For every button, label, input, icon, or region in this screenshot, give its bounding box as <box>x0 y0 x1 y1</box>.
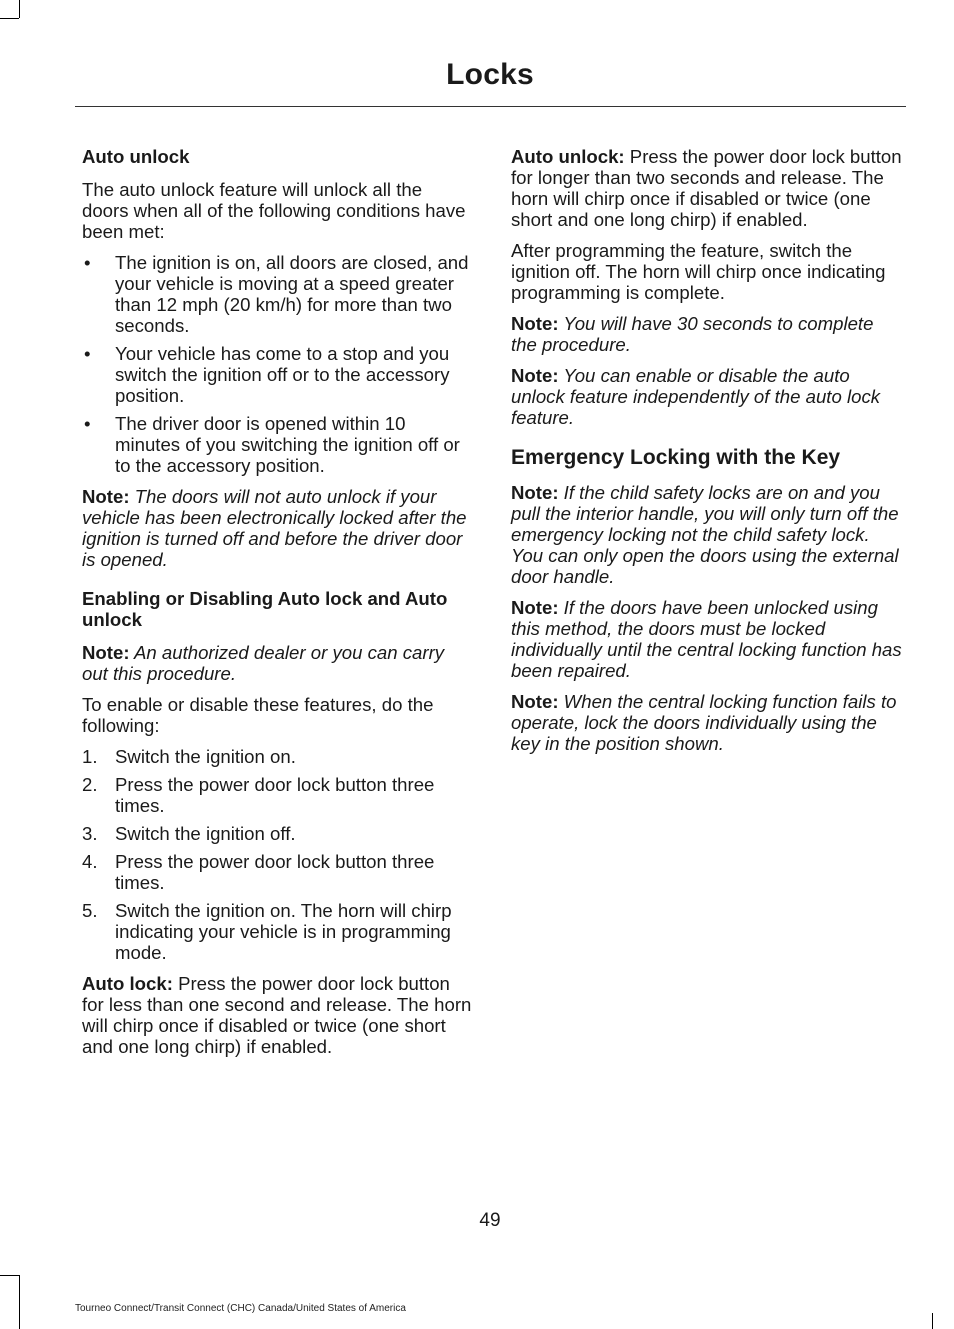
note-text: The doors will not auto unlock if your vehicle has been electronically locked after the ignition is turned off and before the driver door is opened. <box>82 486 467 570</box>
crop-mark <box>932 1313 933 1329</box>
step-text: Switch the ignition on. <box>115 746 296 767</box>
step-number: 3. <box>82 823 98 844</box>
enable-intro: To enable or disable these features, do the following: <box>82 694 434 736</box>
note-label: Note: <box>511 691 559 712</box>
list-item-text: Your vehicle has come to a stop and you switch the ignition off or to the accessory position. <box>115 343 450 406</box>
conditions-list <box>82 252 472 476</box>
step-item <box>82 851 472 893</box>
step-text: Switch the ignition on. The horn will chirp indicating your vehicle is in programming mode. <box>115 900 452 963</box>
list-item <box>82 343 472 406</box>
auto-unlock-heading: Auto unlock <box>82 146 190 167</box>
step-item <box>82 774 472 816</box>
note-label: Note: <box>511 313 559 334</box>
auto-lock-text: Press the power door lock button for less than one second and release. The horn will chirp once if disabled or twice (one short and one long chirp) if enabled. <box>82 973 472 1057</box>
page-number: 49 <box>479 1210 501 1231</box>
page-title: Locks <box>446 58 534 91</box>
step-number: 1. <box>82 746 98 767</box>
header-divider <box>75 106 906 107</box>
bullet-mark: • <box>84 413 91 434</box>
list-item <box>82 413 472 476</box>
note-label: Note: <box>82 486 130 507</box>
crop-mark <box>19 1275 20 1329</box>
crop-mark <box>19 0 20 18</box>
footer-text: Tourneo Connect/Transit Connect (CHC) Canada/United States of America <box>75 1303 406 1314</box>
auto-lock-label: Auto lock: <box>82 973 173 994</box>
note <box>511 313 903 355</box>
step-item <box>82 900 472 963</box>
note <box>511 365 903 428</box>
step-item <box>82 746 472 767</box>
bullet-mark: • <box>84 252 91 273</box>
note <box>511 482 903 587</box>
note <box>82 486 472 570</box>
after-programming: After programming the feature, switch the ignition off. The horn will chirp once indicating programming is complete. <box>511 240 886 303</box>
note-label: Note: <box>511 597 559 618</box>
crop-mark <box>0 18 19 19</box>
step-text: Switch the ignition off. <box>115 823 296 844</box>
right-column <box>511 146 903 764</box>
auto-lock-paragraph <box>82 973 472 1057</box>
note <box>511 691 903 754</box>
note-text: If the child safety locks are on and you pull the interior handle, you will only turn off the emergency locking not the child safety lock. You can only open the doors using the external door handle. <box>511 482 899 587</box>
auto-unlock-intro: The auto unlock feature will unlock all the doors when all of the following conditions have been met: <box>82 179 466 242</box>
enabling-heading: Enabling or Disabling Auto lock and Auto unlock <box>82 588 448 630</box>
emergency-heading: Emergency Locking with the Key <box>511 446 841 469</box>
step-number: 2. <box>82 774 98 795</box>
list-item-text: The driver door is opened within 10 minutes of you switching the ignition off or to the accessory position. <box>115 413 460 476</box>
step-text: Press the power door lock button three times. <box>115 851 435 893</box>
note-text: You will have 30 seconds to complete the procedure. <box>511 313 874 355</box>
note-text: When the central locking function fails to operate, lock the doors individually using the key in the position shown. <box>511 691 897 754</box>
list-item-text: The ignition is on, all doors are closed, and your vehicle is moving at a speed greater than 12 mph (20 km/h) for more than two seconds. <box>115 252 469 336</box>
note-text: You can enable or disable the auto unlock feature independently of the auto lock feature. <box>511 365 881 428</box>
auto-unlock-paragraph <box>511 146 903 230</box>
bullet-mark: • <box>84 343 91 364</box>
note-text: An authorized dealer or you can carry out this procedure. <box>82 642 445 684</box>
step-item <box>82 823 472 844</box>
note-label: Note: <box>82 642 130 663</box>
step-number: 5. <box>82 900 98 921</box>
auto-unlock-text: Press the power door lock button for longer than two seconds and release. The horn will chirp once if disabled or twice (one short and one long chirp) if enabled. <box>511 146 902 230</box>
steps-list <box>82 746 472 963</box>
auto-unlock-label: Auto unlock: <box>511 146 625 167</box>
note <box>82 642 472 684</box>
note <box>511 597 903 681</box>
step-text: Press the power door lock button three times. <box>115 774 435 816</box>
note-label: Note: <box>511 482 559 503</box>
note-label: Note: <box>511 365 559 386</box>
crop-mark <box>0 1275 19 1276</box>
left-column <box>82 146 472 1067</box>
list-item <box>82 252 472 336</box>
note-text: If the doors have been unlocked using this method, the doors must be locked individually until the central locking function has been repaired. <box>511 597 902 681</box>
step-number: 4. <box>82 851 98 872</box>
